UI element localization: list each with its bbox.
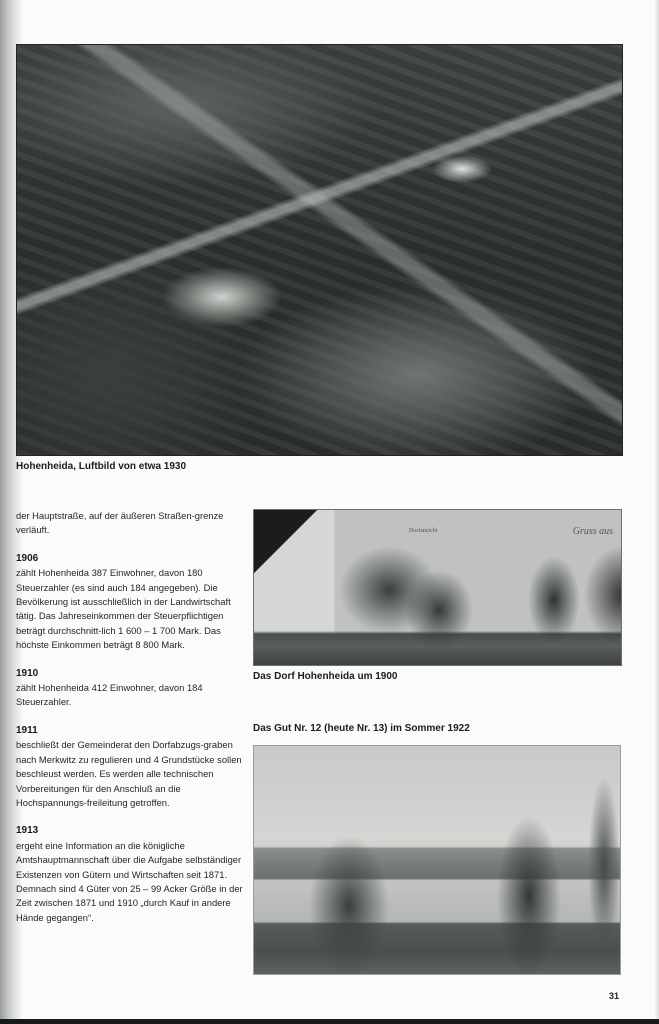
aerial-photo bbox=[16, 44, 623, 456]
village-postcard-photo bbox=[253, 509, 622, 666]
entry-body: ergeht eine Information an die königliche Amtshauptmannschaft über die Aufgabe selbständiger Existenzen von Gütern und Wirtschaften seit 1871. Demnach sind 4 Güter von 25 – 99 Acker Größe in der Zeit zwischen 1871 und 1910 „durch Kauf in andere Hände gegangen“. bbox=[16, 839, 243, 923]
entry-year: 1913 bbox=[16, 825, 39, 837]
entry-year: 1910 bbox=[16, 667, 39, 679]
page-edge bbox=[655, 0, 659, 1024]
entry-body: beschließt der Gemeinderat den Dorfabzugs-graben nach Merkwitz zu regulieren und 4 Grundstücke sollen beschleust werden. Es werden alle technischen Vorbereitungen für den Anschluß an die Hochspannungs-freileitung getroffen. bbox=[16, 739, 242, 808]
village-photo-caption: Das Dorf Hohenheida um 1900 bbox=[253, 671, 398, 682]
page-number: 31 bbox=[609, 991, 620, 1001]
estate-photo-caption: Das Gut Nr. 12 (heute Nr. 13) im Sommer 1922 bbox=[253, 723, 470, 734]
intro-paragraph: der Hauptstraße, auf der äußeren Straßen-grenze verläuft. bbox=[16, 510, 224, 536]
chronicle-entry-1906 bbox=[16, 552, 244, 653]
chronicle-entry-1910 bbox=[16, 667, 244, 710]
text-column bbox=[16, 509, 244, 925]
entry-year: 1911 bbox=[16, 724, 38, 736]
entry-body: zählt Hohenheida 412 Einwohner, davon 184 Steuerzahler. bbox=[16, 682, 203, 708]
postcard-title: Dorfansicht bbox=[409, 528, 438, 534]
postcard-greeting: Gruss aus bbox=[572, 526, 613, 537]
aerial-photo-caption: Hohenheida, Luftbild von etwa 1930 bbox=[16, 461, 187, 472]
scan-bottom-edge bbox=[0, 1019, 659, 1024]
entry-year: 1906 bbox=[16, 552, 39, 564]
chronicle-entry-1911 bbox=[16, 724, 244, 810]
chronicle-entry-1913 bbox=[16, 824, 244, 925]
estate-photo bbox=[253, 745, 621, 975]
entry-body: zählt Hohenheida 387 Einwohner, davon 180 Steuerzahler (es sind auch 184 angegeben). Die Bevölkerung ist ausschließlich in der Landwirtschaft tätig. Das Jahreseinkommen der Steuerpflichtigen beträgt durchschnitt-lich 1 600 – 1 700 Mark. Das höchste Einkommen beträgt 8 800 Mark. bbox=[16, 567, 231, 651]
